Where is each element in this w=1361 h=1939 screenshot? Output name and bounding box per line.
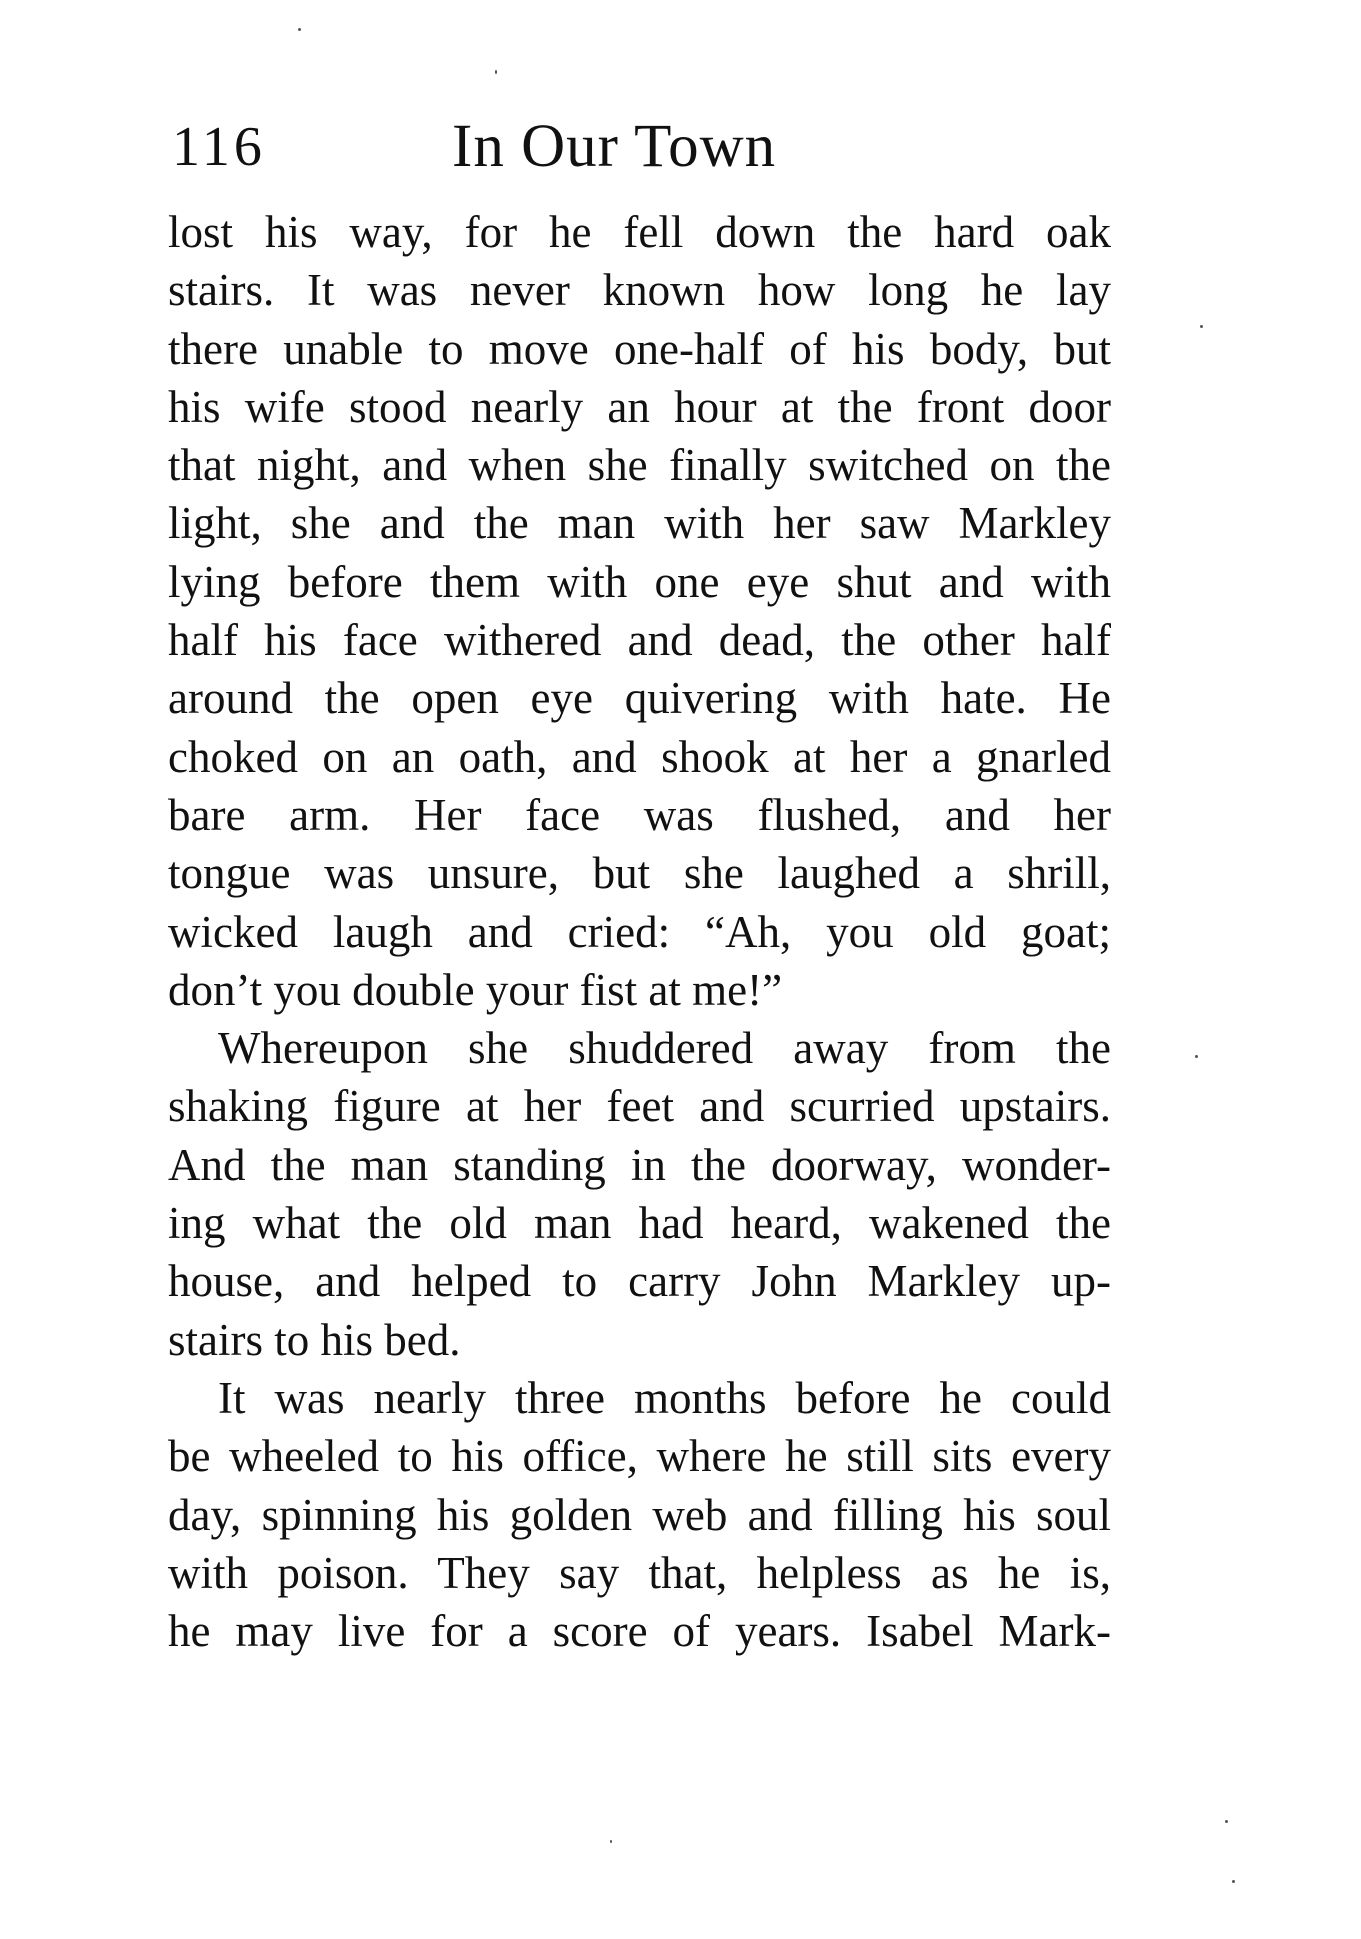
- text-line: shaking figure at her feet and scurried upstairs.: [168, 1081, 1111, 1132]
- scan-speck: [1195, 1055, 1198, 1058]
- text-line: choked on an oath, and shook at her a gnarled: [168, 731, 1111, 782]
- text-line: wicked laugh and cried: “Ah, you old goat;: [168, 906, 1111, 957]
- text-line: ing what the old man had heard, wakened the: [168, 1198, 1111, 1249]
- text-line: with poison. They say that, helpless as he is,: [168, 1547, 1111, 1598]
- text-line: house, and helped to carry John Markley up-: [168, 1256, 1111, 1307]
- scan-speck: [298, 28, 301, 31]
- text-line: don’t you double your fist at me!”: [168, 964, 783, 1015]
- text-line: lost his way, for he fell down the hard oak: [168, 207, 1111, 257]
- text-line: stairs to his bed.: [168, 1314, 461, 1365]
- text-line: stairs. It was never known how long he lay: [168, 265, 1111, 316]
- running-title: In Our Town: [452, 113, 777, 180]
- text-line: he may live for a score of years. Isabel Mark-: [168, 1606, 1111, 1657]
- page-number: 116: [172, 116, 266, 178]
- text-line: It was nearly three months before he could: [218, 1372, 1111, 1423]
- scan-speck: [1232, 1880, 1235, 1883]
- text-line: there unable to move one-half of his body, but: [168, 323, 1111, 374]
- scan-speck: [1200, 325, 1203, 328]
- text-line: around the open eye quivering with hate. He: [168, 673, 1111, 724]
- text-line: Whereupon she shuddered away from the: [218, 1023, 1111, 1074]
- scan-speck: [610, 1840, 612, 1843]
- text-line: day, spinning his golden web and filling his soul: [168, 1489, 1111, 1540]
- text-line: And the man standing in the doorway, wonder-: [168, 1139, 1111, 1190]
- text-line: light, she and the man with her saw Markley: [168, 498, 1111, 549]
- page-header: [172, 112, 1127, 182]
- text-line: half his face withered and dead, the other half: [168, 615, 1111, 666]
- scan-speck: [1225, 1820, 1228, 1823]
- text-line: be wheeled to his office, where he still sits every: [168, 1431, 1111, 1482]
- scan-speck: [495, 70, 497, 74]
- text-line: lying before them with one eye shut and with: [168, 556, 1111, 607]
- text-line: that night, and when she finally switched on the: [168, 440, 1111, 491]
- text-line: tongue was unsure, but she laughed a shrill,: [168, 848, 1111, 899]
- text-line: bare arm. Her face was flushed, and her: [168, 789, 1111, 840]
- text-line: his wife stood nearly an hour at the front door: [168, 381, 1111, 432]
- body-text: [168, 203, 1111, 1660]
